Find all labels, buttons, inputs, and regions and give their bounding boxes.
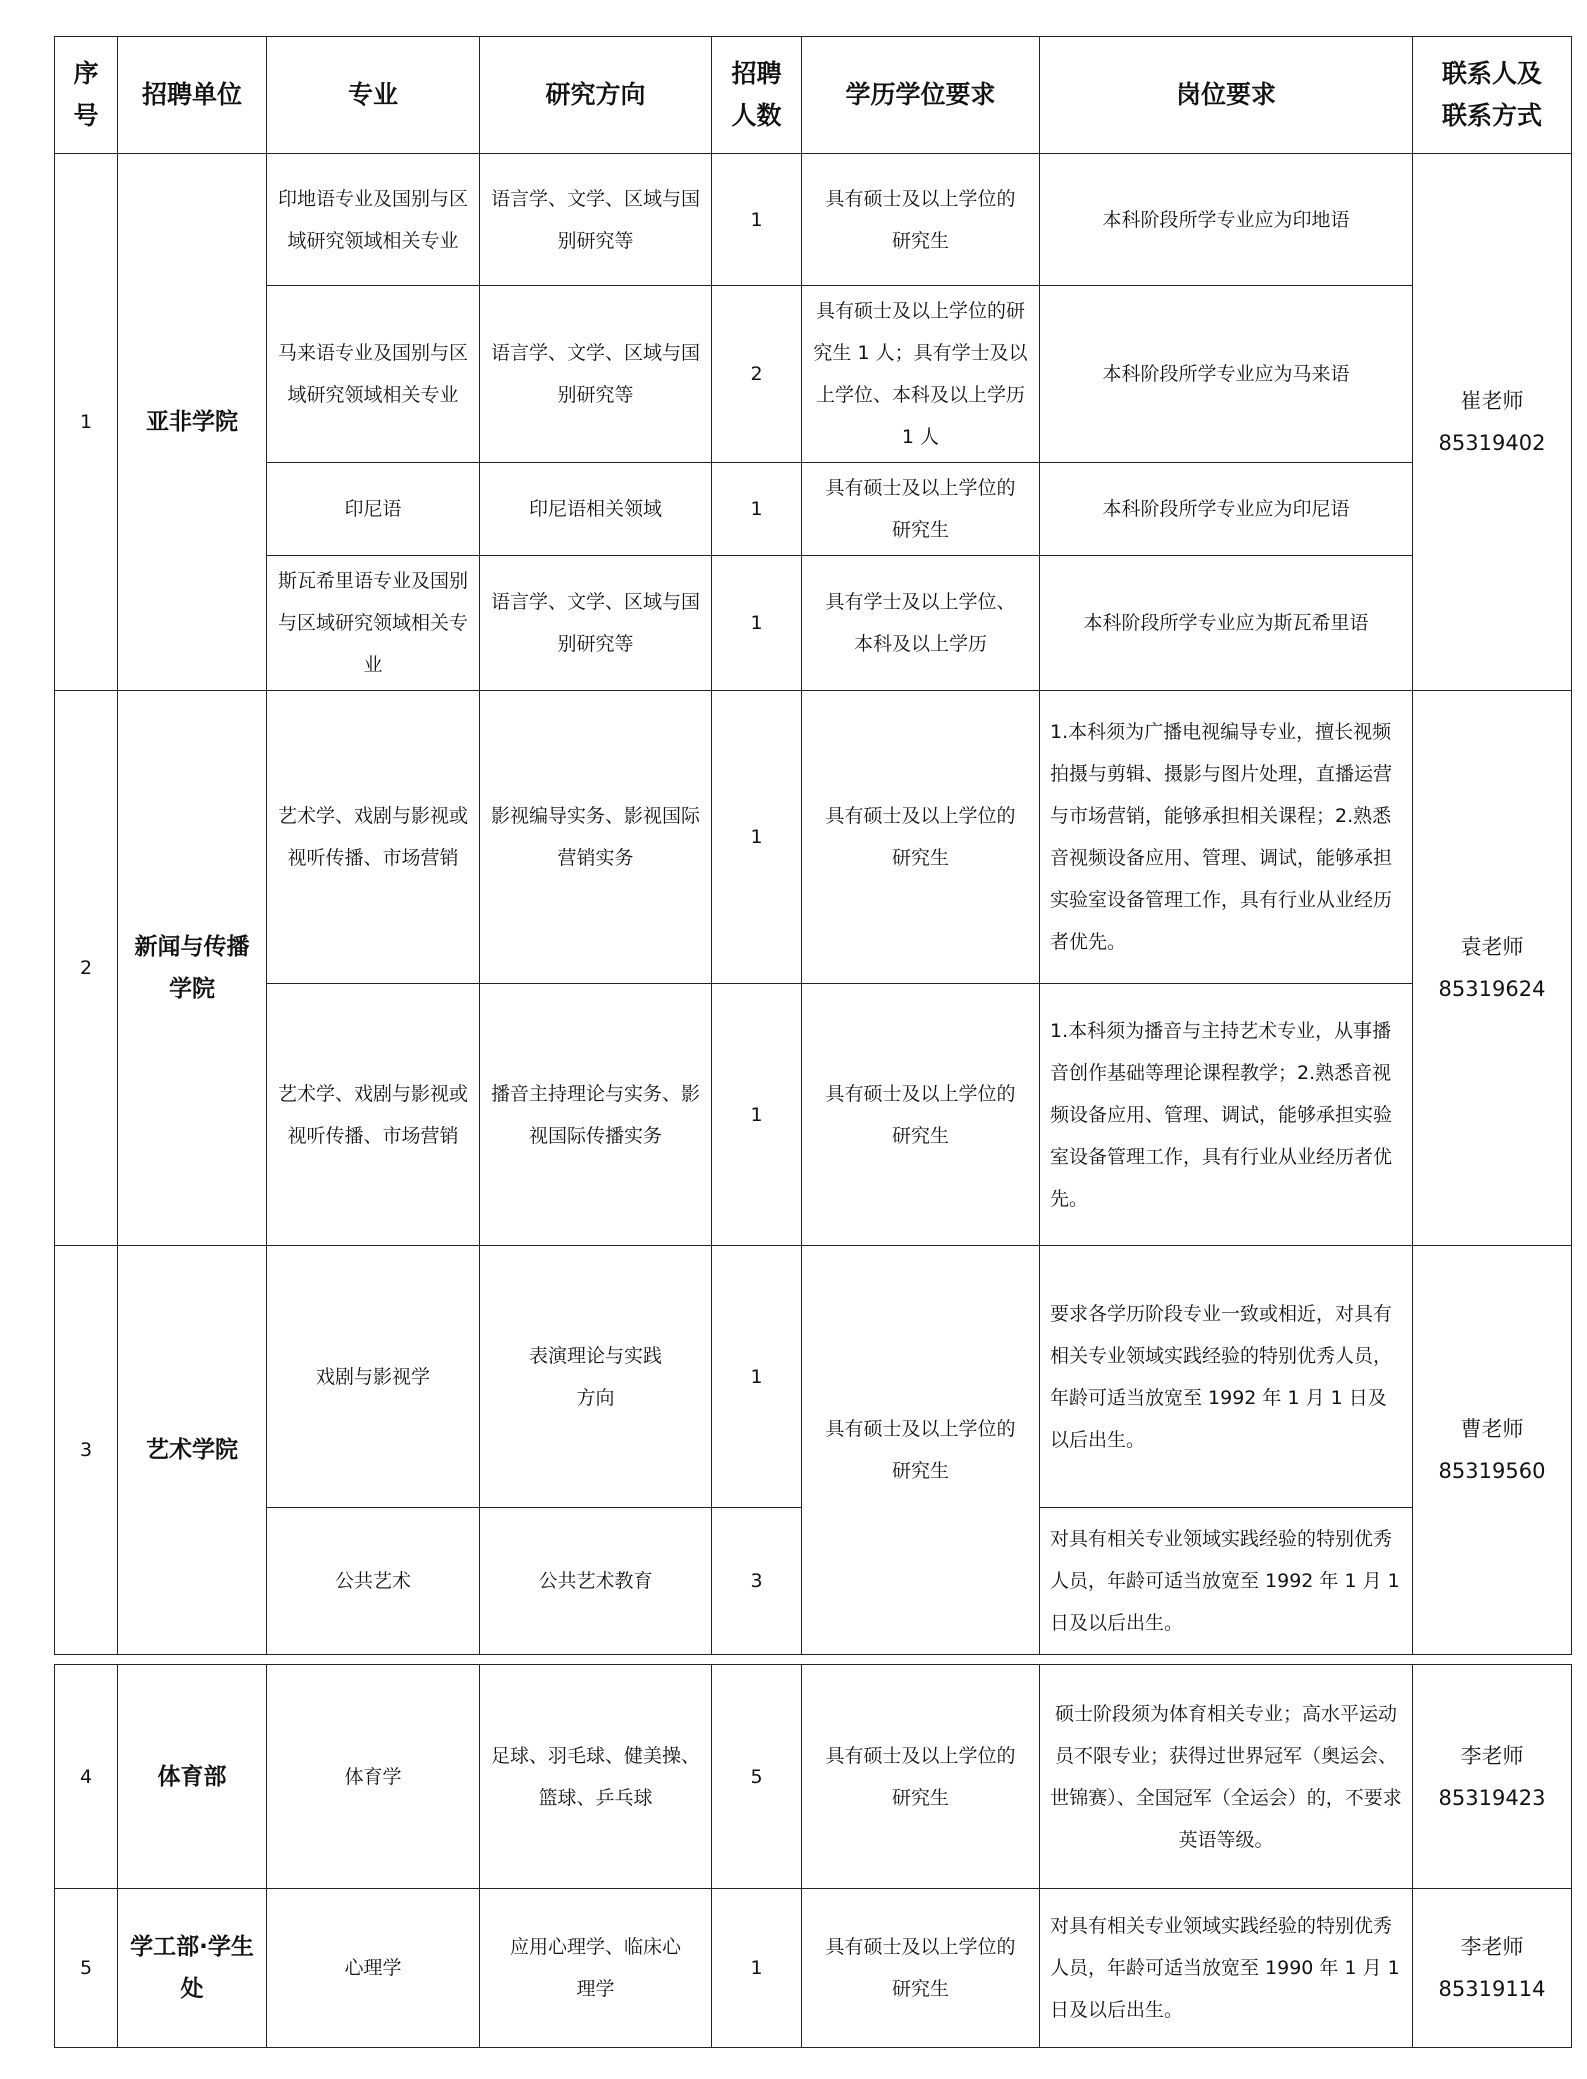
row-major: 印地语专业及国别与区域研究领域相关专业 [267, 154, 480, 286]
contact-phone: 85319560 [1438, 1459, 1546, 1483]
row-contact [1413, 691, 1572, 1246]
row-requirement: 对具有相关专业领域实践经验的特别优秀人员，年龄可适当放宽至 1990 年 1 月 1 日及以后出生。 [1040, 1889, 1413, 2048]
row-count: 1 [712, 463, 802, 556]
recruitment-table-continued [54, 1664, 1572, 2048]
row-count: 1 [712, 1889, 802, 2048]
row-seq: 3 [55, 1246, 118, 1655]
row-count: 5 [712, 1665, 802, 1889]
row-direction: 影视编导实务、影视国际营销实务 [480, 691, 712, 984]
row-direction: 语言学、文学、区域与国别研究等 [480, 286, 712, 463]
header-degree: 学历学位要求 [802, 37, 1040, 154]
row-seq: 5 [55, 1889, 118, 2048]
row-contact [1413, 154, 1572, 691]
table-row [55, 556, 1572, 691]
header-seq: 序号 [55, 37, 118, 154]
row-requirement: 对具有相关专业领域实践经验的特别优秀人员，年龄可适当放宽至 1992 年 1 月 1 日及以后出生。 [1040, 1508, 1413, 1655]
header-requirement: 岗位要求 [1040, 37, 1413, 154]
row-seq: 1 [55, 154, 118, 691]
row-contact [1413, 1889, 1572, 2048]
row-major: 马来语专业及国别与区域研究领域相关专业 [267, 286, 480, 463]
row-major: 戏剧与影视学 [267, 1246, 480, 1508]
row-unit: 艺术学院 [118, 1246, 267, 1655]
row-seq: 2 [55, 691, 118, 1246]
header-contact: 联系人及联系方式 [1413, 37, 1572, 154]
row-count: 1 [712, 154, 802, 286]
row-requirement: 本科阶段所学专业应为印尼语 [1040, 463, 1413, 556]
row-direction: 播音主持理论与实务、影视国际传播实务 [480, 984, 712, 1246]
contact-name: 李老师 [1460, 1743, 1524, 1768]
table-row [55, 984, 1572, 1246]
row-major: 公共艺术 [267, 1508, 480, 1655]
row-direction: 表演理论与实践方向 [480, 1246, 712, 1508]
row-count: 1 [712, 984, 802, 1246]
row-major: 心理学 [267, 1889, 480, 2048]
row-direction: 语言学、文学、区域与国别研究等 [480, 154, 712, 286]
header-major: 专业 [267, 37, 480, 154]
table-row [55, 463, 1572, 556]
row-direction: 足球、羽毛球、健美操、篮球、乒乓球 [480, 1665, 712, 1889]
row-direction: 应用心理学、临床心理学 [480, 1889, 712, 2048]
table-row [55, 1889, 1572, 2048]
row-requirement: 要求各学历阶段专业一致或相近，对具有相关专业领域实践经验的特别优秀人员，年龄可适当放宽至 1992 年 1 月 1 日及以后出生。 [1040, 1246, 1413, 1508]
row-direction: 语言学、文学、区域与国别研究等 [480, 556, 712, 691]
recruitment-table [54, 36, 1572, 1655]
row-degree: 具有硕士及以上学位的研究生 [802, 463, 1040, 556]
row-major: 体育学 [267, 1665, 480, 1889]
row-direction: 印尼语相关领域 [480, 463, 712, 556]
row-requirement: 本科阶段所学专业应为印地语 [1040, 154, 1413, 286]
row-degree: 具有硕士及以上学位的研究生 [802, 154, 1040, 286]
row-requirement: 硕士阶段须为体育相关专业；高水平运动员不限专业；获得过世界冠军（奥运会、世锦赛）、全国冠军（全运会）的，不要求英语等级。 [1040, 1665, 1413, 1889]
row-unit: 学工部·学生处 [118, 1889, 267, 2048]
row-requirement: 1.本科须为播音与主持艺术专业，从事播音创作基础等理论课程教学；2.熟悉音视频设备应用、管理、调试，能够承担实验室设备管理工作，具有行业从业经历者优先。 [1040, 984, 1413, 1246]
row-major: 斯瓦希里语专业及国别与区域研究领域相关专业 [267, 556, 480, 691]
row-direction: 公共艺术教育 [480, 1508, 712, 1655]
table-row [55, 691, 1572, 984]
table-header-row [55, 37, 1572, 154]
row-major: 艺术学、戏剧与影视或视听传播、市场营销 [267, 984, 480, 1246]
table-row [55, 154, 1572, 286]
contact-phone: 85319423 [1438, 1785, 1546, 1810]
row-degree: 具有学士及以上学位、本科及以上学历 [802, 556, 1040, 691]
row-requirement: 本科阶段所学专业应为斯瓦希里语 [1040, 556, 1413, 691]
row-degree: 具有硕士及以上学位的研究生 [802, 1665, 1040, 1889]
row-contact [1413, 1246, 1572, 1655]
row-count: 1 [712, 691, 802, 984]
row-degree: 具有硕士及以上学位的研究生 [802, 984, 1040, 1246]
row-count: 3 [712, 1508, 802, 1655]
row-degree: 具有硕士及以上学位的研究生 [802, 1889, 1040, 2048]
row-unit: 新闻与传播学院 [118, 691, 267, 1246]
row-degree: 具有硕士及以上学位的研究生 [802, 691, 1040, 984]
contact-phone: 85319402 [1438, 431, 1546, 455]
header-direction: 研究方向 [480, 37, 712, 154]
row-contact [1413, 1665, 1572, 1889]
row-major: 艺术学、戏剧与影视或视听传播、市场营销 [267, 691, 480, 984]
row-degree: 具有硕士及以上学位的研究生 1 人；具有学士及以上学位、本科及以上学历 1 人 [802, 286, 1040, 463]
row-requirement: 本科阶段所学专业应为马来语 [1040, 286, 1413, 463]
row-degree: 具有硕士及以上学位的研究生 [802, 1246, 1040, 1655]
table-row [55, 1246, 1572, 1508]
contact-name: 崔老师 [1460, 389, 1524, 413]
contact-phone: 85319114 [1438, 1977, 1546, 2001]
contact-name: 曹老师 [1460, 1417, 1524, 1441]
contact-phone: 85319624 [1438, 977, 1546, 1001]
table-row [55, 1665, 1572, 1889]
row-unit: 亚非学院 [118, 154, 267, 691]
contact-name: 袁老师 [1460, 935, 1524, 959]
contact-name: 李老师 [1460, 1935, 1524, 1959]
row-seq: 4 [55, 1665, 118, 1889]
row-unit: 体育部 [118, 1665, 267, 1889]
header-count: 招聘人数 [712, 37, 802, 154]
row-count: 1 [712, 1246, 802, 1508]
row-requirement: 1.本科须为广播电视编导专业，擅长视频拍摄与剪辑、摄影与图片处理，直播运营与市场营销，能够承担相关课程；2.熟悉音视频设备应用、管理、调试，能够承担实验室设备管理工作，具有行业从业经历者优先。 [1040, 691, 1413, 984]
row-major: 印尼语 [267, 463, 480, 556]
table-row [55, 286, 1572, 463]
row-count: 1 [712, 556, 802, 691]
header-unit: 招聘单位 [118, 37, 267, 154]
row-count: 2 [712, 286, 802, 463]
